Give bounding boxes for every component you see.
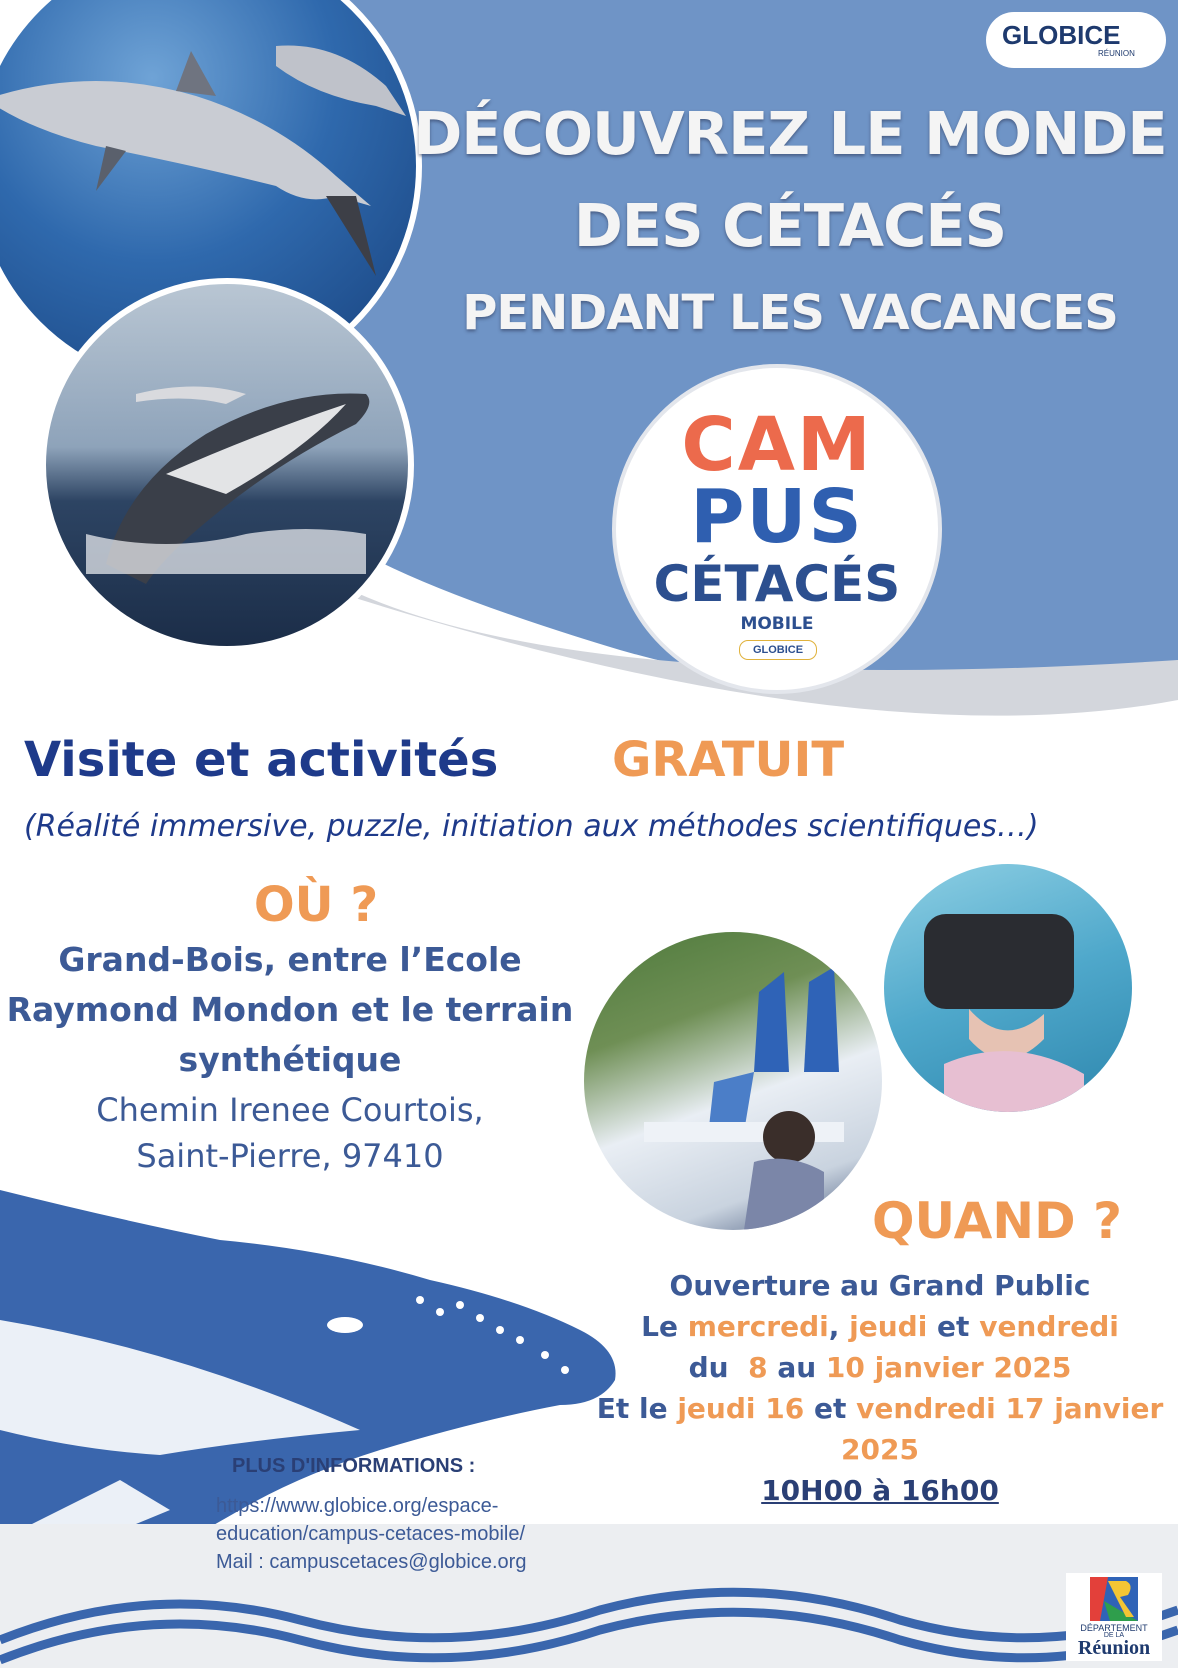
when-line1: Ouverture au Grand Public	[669, 1269, 1091, 1302]
where-address	[0, 1087, 580, 1179]
globice-logo-text: GLOBICE	[1002, 20, 1121, 50]
title-line-3: PENDANT LES VACANCES	[462, 285, 1118, 341]
when-line5: 2025	[841, 1433, 919, 1466]
where-place	[0, 935, 580, 1085]
where-heading: OÙ ?	[253, 877, 379, 933]
globice-logo	[986, 12, 1166, 68]
campus-logo-row1: CAM	[681, 402, 873, 488]
where-address-line1: Chemin Irenee Courtois,	[96, 1091, 484, 1129]
info-mail[interactable]: Mail : campuscetaces@globice.org	[216, 1551, 527, 1573]
info-url-line2[interactable]: education/campus-cetaces-mobile/	[216, 1523, 526, 1545]
departement-line2: DE LA	[1103, 1632, 1125, 1639]
when-line4: Et le jeudi 16 et vendredi 17 janvier	[596, 1392, 1164, 1425]
where-place-line3: synthétique	[178, 1040, 402, 1079]
campus-logo-row2: PUS	[690, 474, 864, 560]
vr-headset-photo	[884, 864, 1132, 1112]
when-line3: du 8 au 10 janvier 2025	[688, 1351, 1072, 1384]
campus-logo-row3: CÉTACÉS	[653, 555, 901, 613]
campus-logo-badge: GLOBICE	[739, 640, 817, 660]
activities-details: (Réalité immersive, puzzle, initiation aux méthodes scientifiques…)	[24, 809, 1039, 844]
info-heading: PLUS D'INFORMATIONS :	[232, 1455, 476, 1477]
departement-line3: Réunion	[1077, 1637, 1151, 1659]
where-place-line1: Grand-Bois, entre l’Ecole	[58, 940, 522, 979]
departement-line1: DÉPARTEMENT	[1080, 1623, 1148, 1633]
when-heading: QUAND ?	[872, 1192, 1123, 1250]
departement-reunion-logo	[1066, 1573, 1162, 1661]
campus-logo-row4: MOBILE	[740, 614, 814, 634]
campus-cetaces-logo	[612, 364, 942, 694]
title-line-2: DES CÉTACÉS	[573, 191, 1007, 260]
where-address-line2: Saint-Pierre, 97410	[136, 1137, 444, 1175]
title-line-1: DÉCOUVREZ LE MONDE	[413, 99, 1167, 168]
when-details	[590, 1265, 1170, 1511]
wave-pattern	[0, 1580, 1178, 1668]
free-label: GRATUIT	[612, 732, 845, 788]
where-place-line2: Raymond Mondon et le terrain	[6, 990, 574, 1029]
when-line2: Le mercredi, jeudi et vendredi	[641, 1310, 1119, 1343]
activities-heading: Visite et activités	[24, 732, 499, 788]
info-block	[216, 1492, 526, 1576]
globice-logo-sub: RÉUNION	[1098, 49, 1135, 58]
info-url-line1[interactable]: https://www.globice.org/espace-	[216, 1495, 499, 1517]
when-hours: 10H00 à 16h00	[761, 1474, 999, 1507]
humpback-photo	[40, 278, 414, 652]
departement-mark-icon	[1090, 1577, 1138, 1621]
